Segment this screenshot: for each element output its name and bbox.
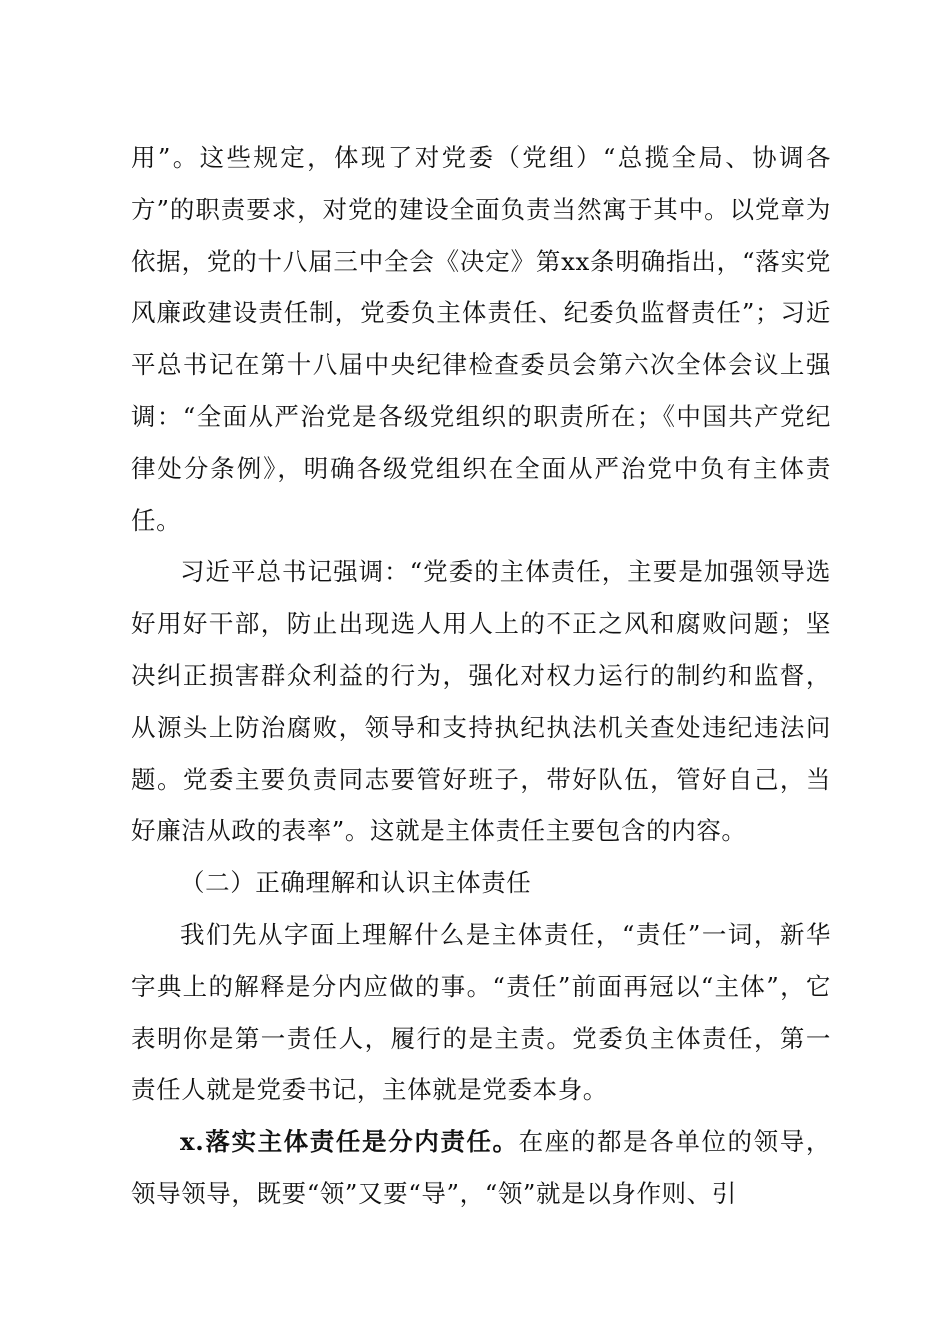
paragraph-literal-meaning: 我们先从字面上理解什么是主体责任，“责任”一词，新华字典上的解释是分内应做的事。“责任”前面再冠以“主体”，它表明你是第一责任人，履行的是主责。党委负主体责任，第一责任人就是党委书记，主体就是党委本身。 <box>131 919 831 1105</box>
paragraph-party-constitution-basis: 用”。这些规定，体现了对党委（党组）“总揽全局、协调各方”的职责要求，对党的建设全面负责当然寓于其中。以党章为依据，党的十八届三中全会《决定》第xx条明确指出，“落实党风廉政建设责任制，党委负主体责任、纪委负监督责任”；习近平总书记在第十八届中央纪律检查委员会第六次全体会议上强调：“全面从严治党是各级党组织的职责所在；《中国共产党纪律处分条例》，明确各级党组织在全面从严治党中负有主体责任。 <box>131 143 831 535</box>
paragraph-point-x <box>131 1116 831 1220</box>
paragraph-point-x-lead: x.落实主体责任是分内责任。 <box>180 1127 519 1157</box>
document-body <box>131 132 831 1220</box>
section-heading-understanding-main-responsibility: （二）正确理解和认识主体责任 <box>180 868 532 898</box>
paragraph-xi-jinping-emphasis: 习近平总书记强调：“党委的主体责任，主要是加强领导选好用好干部，防止出现选人用人上的不正之风和腐败问题；坚决纠正损害群众利益的行为，强化对权力运行的制约和监督，从源头上防治腐败，领导和支持执纪执法机关查处违纪违法问题。党委主要负责同志要管好班子，带好队伍，管好自己，当好廉洁从政的表率”。这就是主体责任主要包含的内容。 <box>131 557 831 846</box>
paragraph-point-x-text: 在座的都是各单位的领导，领导领导，既要“领”又要“导”，“领”就是以身作则、引 <box>131 1127 831 1208</box>
